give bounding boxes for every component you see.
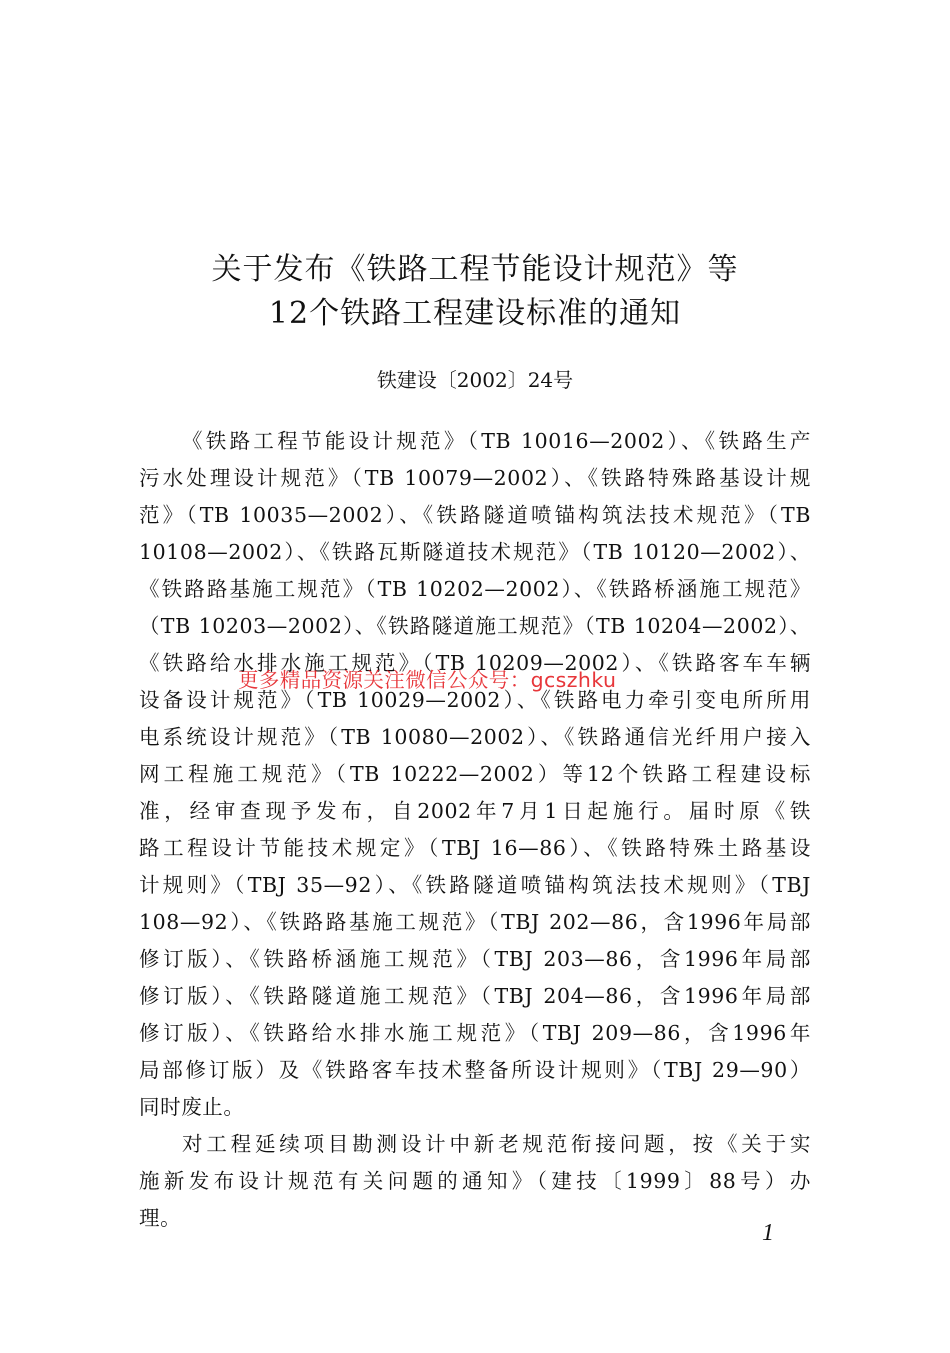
document-number: 铁建设〔2002〕24号	[376, 368, 574, 392]
document-title-line-1: 关于发布《铁路工程节能设计规范》等	[211, 252, 739, 287]
paragraph-line: 修订版）、《铁路给水排水施工规范》（TBJ 209—86，含1996年	[139, 1021, 811, 1045]
watermark-text: 更多精品资源关注微信公众号：gcszhku	[238, 668, 617, 692]
paragraph-line: 范》（TB 10035—2002）、《铁路隧道喷锚构筑法技术规范》（TB	[139, 503, 811, 527]
paragraph-line: 对工程延续项目勘测设计中新老规范衔接问题，按《关于实	[182, 1132, 811, 1156]
paragraph-line: 网工程施工规范》（TB 10222—2002）等12个铁路工程建设标	[139, 762, 811, 786]
paragraph-line: 10108—2002）、《铁路瓦斯隧道技术规范》（TB 10120—2002）、	[139, 540, 811, 564]
paragraph-line: 污水处理设计规范》（TB 10079—2002）、《铁路特殊路基设计规	[139, 466, 811, 490]
paragraph-line: 《铁路工程节能设计规范》（TB 10016—2002）、《铁路生产	[182, 429, 811, 453]
paragraph-line: 计规则》（TBJ 35—92）、《铁路隧道喷锚构筑法技术规则》（TBJ	[139, 873, 811, 897]
paragraph-line: 108—92）、《铁路路基施工规范》（TBJ 202—86，含1996年局部	[139, 910, 811, 934]
paragraph-line: 理。	[139, 1206, 182, 1230]
paragraph-line: （TB 10203—2002）、《铁路隧道施工规范》（TB 10204—2002）、	[139, 614, 811, 638]
paragraph-line: 设备设计规范》（TB 10029—2002）、《铁路电力牵引变电所所用	[139, 688, 811, 712]
paragraph-line: 《铁路路基施工规范》（TB 10202—2002）、《铁路桥涵施工规范》	[139, 577, 811, 601]
paragraph-line: 局部修订版）及《铁路客车技术整备所设计规则》（TBJ 29—90）	[139, 1058, 811, 1082]
paragraph-line: 修订版）、《铁路桥涵施工规范》（TBJ 203—86，含1996年局部	[139, 947, 811, 971]
document-title-line-2: 12个铁路工程建设标准的通知	[268, 296, 682, 331]
paragraph-line: 施新发布设计规范有关问题的通知》（建技〔1999〕88号）办	[139, 1169, 811, 1193]
paragraph-line: 电系统设计规范》（TB 10080—2002）、《铁路通信光纤用户接入	[139, 725, 811, 749]
page-number: 1	[762, 1220, 774, 1246]
paragraph-line: 《铁路给水排水施工规范》（TB 10209—2002）、《铁路客车车辆	[139, 651, 811, 675]
paragraph-line: 同时废止。	[139, 1095, 245, 1119]
paragraph-line: 准，经审查现予发布，自2002年7月1日起施行。届时原《铁	[139, 799, 811, 823]
paragraph-line: 修订版）、《铁路隧道施工规范》（TBJ 204—86，含1996年局部	[139, 984, 811, 1008]
paragraph-line: 路工程设计节能技术规定》（TBJ 16—86）、《铁路特殊土路基设	[139, 836, 811, 860]
